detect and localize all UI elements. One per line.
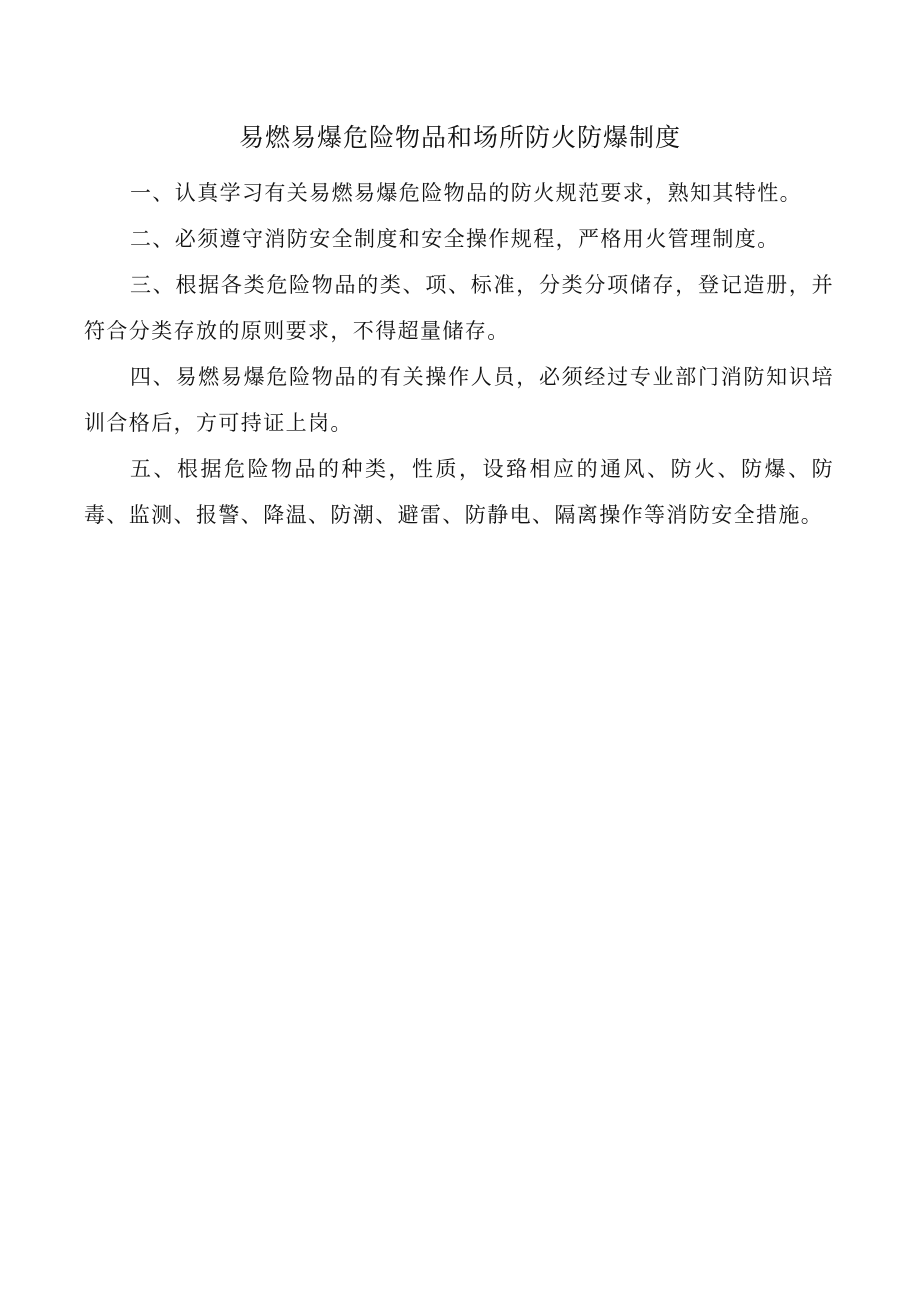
paragraph-1: 一、认真学习有关易燃易爆危险物品的防火规范要求，熟知其特性。 (130, 181, 802, 205)
paragraph-5: 五、根据危险物品的种类，性质，设臵相应的通风、防火、防爆、防毒、监测、报警、降温、防潮、避雷、防静电、隔离操作等消防安全措施。 (84, 457, 834, 527)
document-body (84, 170, 834, 538)
paragraph-3: 三、根据各类危险物品的类、项、标准，分类分项储存，登记造册，并符合分类存放的原则要求，不得超量储存。 (84, 273, 834, 343)
document-title: 易燃易爆危险物品和场所防火防爆制度 (238, 123, 681, 152)
paragraph-2: 二、必须遵守消防安全制度和安全操作规程，严格用火管理制度。 (130, 227, 780, 251)
paragraph-4: 四、易燃易爆危险物品的有关操作人员，必须经过专业部门消防知识培训合格后，方可持证上岗。 (84, 365, 834, 435)
